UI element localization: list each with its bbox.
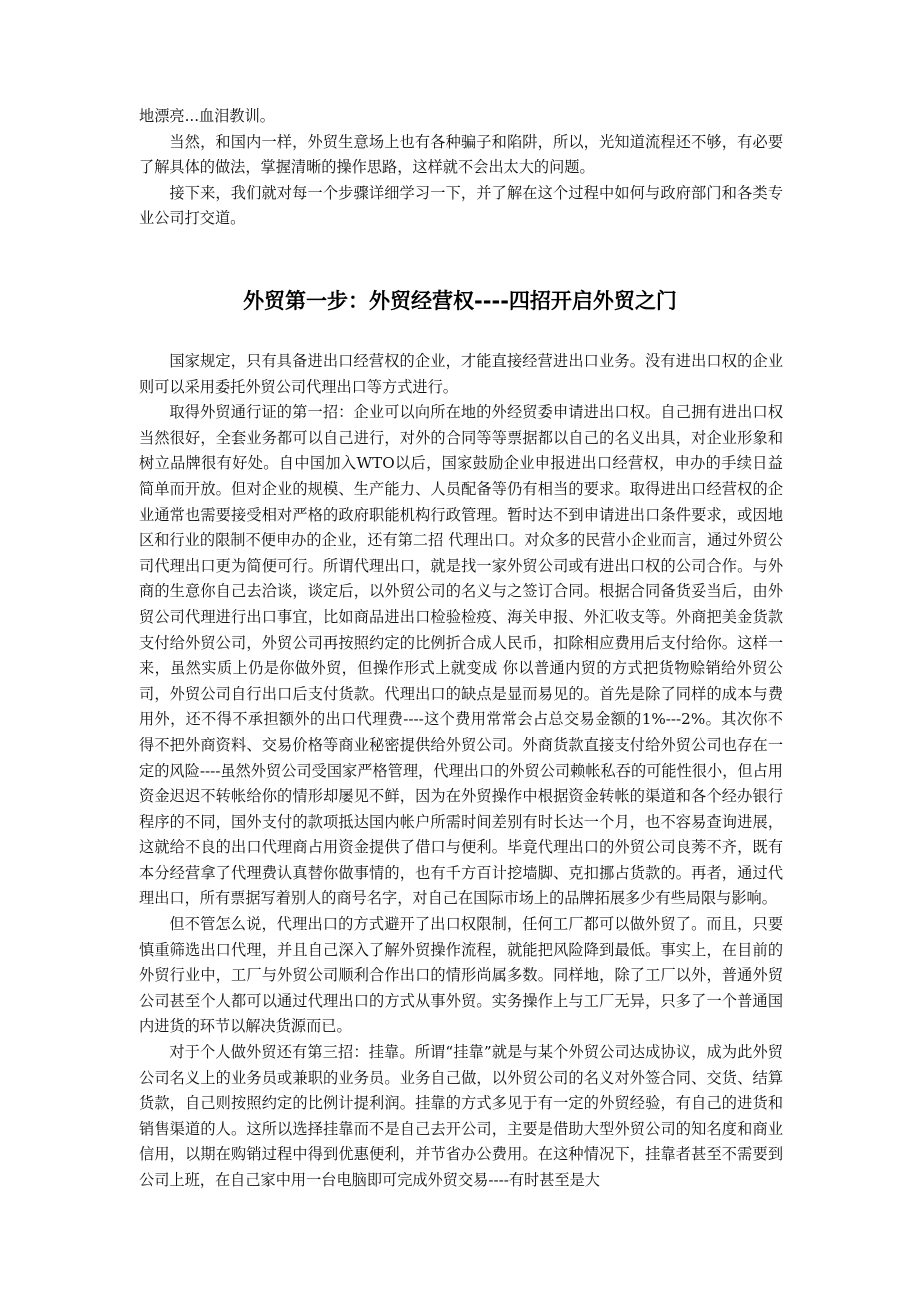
body-paragraph-2: 取得外贸通行证的第一招：企业可以向所在地的外经贸委申请进出口权。自己拥有进出口权当然很好，全套业务都可以自己进行，对外的合同等等票据都以自己的名义出具，对企业形象和树立品牌很有好处。自中国加入WTO以后，国家鼓励企业申报进出口经营权，申办的手续日益简单而开放。但对企业的规模、生产能力、人员配备等仍有相当的要求。取得进出口经营权的企业通常也需要接受相对严格的政府职能机构行政管理。暂时达不到申请进出口条件要求，或因地区和行业的限制不便申办的企业，还有第二招 代理出口。对众多的民营小企业而言，通过外贸公司代理出口更为简便可行。所谓代理出口，就是找一家外贸公司或有进出口权的公司合作。与外商的生意你自己去洽谈，谈定后，以外贸公司的名义与之签订合同。根据合同备货妥当后，由外贸公司代理进行出口事宜，比如商品进出口检验检疫、海关申报、外汇收支等。外商把美金货款支付给外贸公司，外贸公司再按照约定的比例折合成人民币，扣除相应费用后支付给你。这样一来，虽然实质上仍是你做外贸，但操作形式上就变成 你以普通内贸的方式把货物赊销给外贸公司，外贸公司自行出口后支付货款。代理出口的缺点是显而易见的。首先是除了同样的成本与费用外，还不得不承担额外的出口代理费----这个费用常常会占总交易金额的1%---2%。其次你不得不把外商资料、交易价格等商业秘密提供给外贸公司。外商货款直接支付给外贸公司也存在一定的风险----虽然外贸公司受国家严格管理，代理出口的外贸公司赖帐私吞的可能性很小，但占用资金迟迟不转帐给你的情形却屡见不鲜，因为在外贸操作中根据资金转帐的渠道和各个经办银行程序的不同，国外支付的款项抵达国内帐户所需时间差别有时长达一个月，也不容易查询进展，这就给不良的出口代理商占用资金提供了借口与便利。毕竟代理出口的外贸公司良莠不齐，既有本分经营拿了代理费认真替你做事情的，也有千方百计挖墙脚、克扣挪占货款的。再者，通过代理出口，所有票据写着别人的商号名字，对自己在国际市场上的品牌拓展多少有些局限与影响。 <box>139 403 783 908</box>
body-section <box>139 349 783 1194</box>
body-paragraph-1: 国家规定，只有具备进出口经营权的企业，才能直接经营进出口业务。没有进出口权的企业则可以采用委托外贸公司代理出口等方式进行。 <box>139 352 783 396</box>
body-paragraph-3: 但不管怎么说，代理出口的方式避开了出口权限制，任何工厂都可以做外贸了。而且，只要慎重筛选出口代理，并且自己深入了解外贸操作流程，就能把风险降到最低。事实上，在目前的外贸行业中，工厂与外贸公司顺利合作出口的情形尚属多数。同样地，除了工厂以外，普通外贸公司甚至个人都可以通过代理出口的方式从事外贸。实务操作上与工厂无异，只多了一个普通国内进货的环节以解决货源而已。 <box>139 915 783 1036</box>
intro-paragraph-2: 当然，和国内一样，外贸生意场上也有各种骗子和陷阱，所以，光知道流程还不够，有必要了解具体的做法，掌握清晰的操作思路，这样就不会出太大的问题。 <box>139 132 783 177</box>
intro-paragraph-3: 接下来，我们就对每一个步骤详细学习一下，并了解在这个过程中如何与政府部门和各类专业公司打交道。 <box>139 183 783 228</box>
section-title: 外贸第一步：外贸经营权----四招开启外贸之门 <box>243 289 677 313</box>
body-paragraph-4: 对于个人做外贸还有第三招：挂靠。所谓“挂靠”就是与某个外贸公司达成协议，成为此外贸公司名义上的业务员或兼职的业务员。业务自己做，以外贸公司的名义对外签合同、交货、结算货款，自己则按照约定的比例计提利润。挂靠的方式多见于有一定的外贸经验，有自己的进货和销售渠道的人。这所以选择挂靠而不是自己去开公司，主要是借助大型外贸公司的知名度和商业信用，以期在购销过程中得到优惠便利，并节省办公费用。在这种情况下，挂靠者甚至不需要到公司上班，在自己家中用一台电脑即可完成外贸交易----有时甚至是大 <box>139 1043 783 1189</box>
intro-paragraph-1: 地漂亮...血泪教训。 <box>139 107 275 125</box>
intro-section <box>139 104 783 232</box>
